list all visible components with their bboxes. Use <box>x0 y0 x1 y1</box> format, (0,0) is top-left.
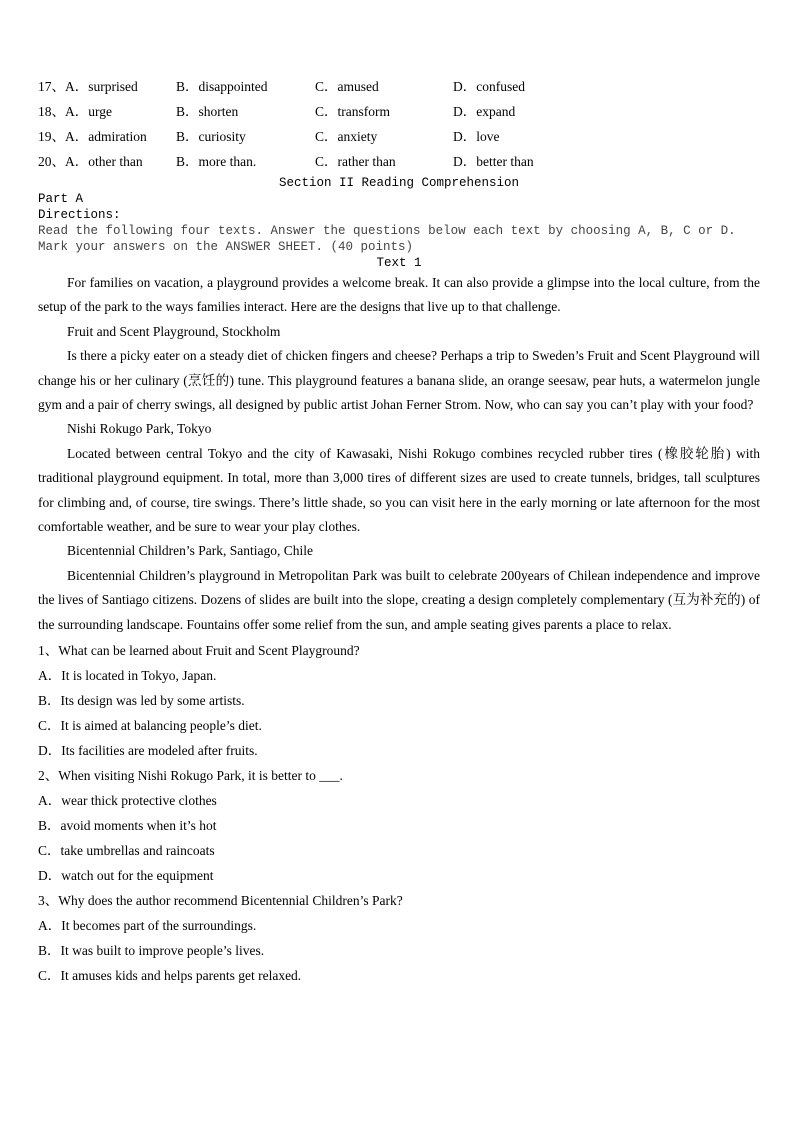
option-d: D．confused <box>453 79 525 94</box>
option-b: B．shorten <box>176 104 239 119</box>
text-title: Text 1 <box>376 256 422 270</box>
answer-option: A．It becomes part of the surroundings. <box>38 918 257 934</box>
answer-option: B．It was built to improve people’s lives. <box>38 943 265 959</box>
question-stem: 2、When visiting Nishi Rokugo Park, it is better to ___. <box>38 768 343 784</box>
answer-option: D．Its facilities are modeled after fruits. <box>38 743 258 759</box>
answer-option: C．take umbrellas and raincoats <box>38 843 215 859</box>
answer-option: C．It is aimed at balancing people’s diet. <box>38 718 262 734</box>
option-a: 19、A．admiration <box>38 129 147 144</box>
answer-option: B．Its design was led by some artists. <box>38 693 245 709</box>
passage-paragraph: Located between central Tokyo and the city of Kawasaki, Nishi Rokugo combines recycled rubber tires (橡胶轮胎) with traditional playground equipment. In total, more than 3,000 tires of different sizes are used to create tunnels, bridges, tall sculptures for climbing and, of course, tire swings. There’s little shade, so you can visit here in the early morning or late afternoon for the most comfortable weather, and be sure to wear your play clothes. <box>38 445 760 535</box>
option-row-18 <box>38 99 760 124</box>
option-row-20 <box>38 149 760 174</box>
section-title: Section II Reading Comprehension <box>278 176 520 190</box>
passage-paragraph: Is there a picky eater on a steady diet of chicken fingers and cheese? Perhaps a trip to Sweden’s Fruit and Scent Playground will change his or her culinary (烹饪的) tune. This playground features a banana slide, an orange seesaw, pear huts, a watermelon jungle gym and a pair of cherry swings, all designed by public artist Johan Ferner Strom. Now, who can say you can’t play with your food? <box>38 348 760 413</box>
option-c: C．anxiety <box>315 129 378 144</box>
vocab-options <box>38 74 760 174</box>
directions-label: Directions: <box>38 208 121 222</box>
option-d: D．love <box>453 129 500 144</box>
answer-option: B．avoid moments when it’s hot <box>38 818 217 834</box>
option-c: C．transform <box>315 104 390 119</box>
answer-option: D．watch out for the equipment <box>38 868 214 884</box>
option-b: B．more than. <box>176 154 257 169</box>
answer-option: A．It is located in Tokyo, Japan. <box>38 668 217 684</box>
exam-page <box>38 74 760 988</box>
option-c: C．amused <box>315 79 379 94</box>
directions-text: Read the following four texts. Answer the questions below each text by choosing A, B, C or D. Mark your answers on the ANSWER SHEET. (40 points) <box>38 224 736 254</box>
option-b: B．curiosity <box>176 129 246 144</box>
answer-option: A．wear thick protective clothes <box>38 793 217 809</box>
option-row-19 <box>38 124 760 149</box>
option-row-17 <box>38 74 760 99</box>
option-c: C．rather than <box>315 154 396 169</box>
passage-heading: Nishi Rokugo Park, Tokyo <box>67 421 212 437</box>
question-stem: 1、What can be learned about Fruit and Scent Playground? <box>38 643 360 659</box>
option-a: 17、A．surprised <box>38 79 138 94</box>
passage-paragraph: Bicentennial Children’s playground in Metropolitan Park was built to celebrate 200years of Chilean independence and improve the lives of Santiago citizens. Dozens of slides are built into the slope, creating a design completely complementary (互为补充的) of the surrounding landscape. Fountains offer some relief from the sun, and ample seating gives parents a place to relax. <box>38 567 760 632</box>
question-stem: 3、Why does the author recommend Bicentennial Children’s Park? <box>38 893 403 909</box>
passage-heading: Bicentennial Children’s Park, Santiago, Chile <box>67 543 313 559</box>
answer-option: C．It amuses kids and helps parents get relaxed. <box>38 968 302 984</box>
questions <box>38 638 760 988</box>
option-d: D．expand <box>453 104 516 119</box>
option-d: D．better than <box>453 154 534 169</box>
part-label: Part A <box>38 192 84 206</box>
option-a: 18、A．urge <box>38 104 112 119</box>
passage <box>38 271 760 637</box>
passage-paragraph: For families on vacation, a playground provides a welcome break. It can also provide a glimpse into the local culture, from the setup of the park to the ways families interact. Here are the designs that live up to that challenge. <box>38 275 760 315</box>
option-b: B．disappointed <box>176 79 268 94</box>
option-a: 20、A．other than <box>38 154 143 169</box>
passage-heading: Fruit and Scent Playground, Stockholm <box>67 323 281 339</box>
